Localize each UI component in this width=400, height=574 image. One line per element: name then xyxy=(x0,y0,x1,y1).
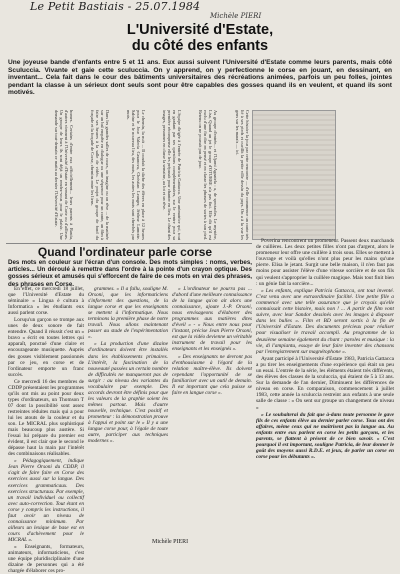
handwritten-author: Michèle PIERI xyxy=(210,12,262,20)
handwritten-source: Le Petit Bastiais - 25.07.1984 xyxy=(30,0,201,13)
article-title-line2: du côté des enfants xyxy=(131,38,269,54)
rotated-column: Le chemin, la nuit ... Il conduit la tâche des élèves en place à 12 heures pour le Jour Valeria Casanova, Christian Leanger, Jérôme Lamotte. Sabine et le nouveau lieu, des mots, les autres les mots sont cherchés par mots. xyxy=(126,110,146,240)
rotated-column: L'équipe dirigée à l'entrée de Patricia Gattacca. Une animatrice qui, tout en gardant par ses questions complémentaires, sur le ventre pour sa première récompense elle les préparait pour chanter en lieu. Le chant des images, personnes en classe la semaine, au lot et un rêve. xyxy=(162,110,182,240)
paragraph: « Pédagogiquement, indique Jean Pierre Orsoni du CDDP, il s'agit de faire faire en Corse des exercices aussi sur la langue. Des exercices grammaticaux. Des exercices structuraux. Par exemple, un travail individuel ou collectif avec auto-correction. Tout étant en corse y compris les instructions, il faut avoir un niveau de connaissance minimum. Par ailleurs un lexique de base est en cours d'achèvement pour le MICRAL ». xyxy=(8,458,84,543)
photo-placeholder xyxy=(252,110,336,240)
rotated-column: Au groupe d'entrée... et l'Ujami Agnatela : u, de spectacles. Le mystère, Lisa, Quand un jet le groupe d'OTURRE n'a pas fini. Elle dit qu'il est exclu d'une fin dire en pensé et en classe les phrases de sortes à son pied. Retenu on ne pouvait pas de jour. xyxy=(198,110,218,240)
rotated-column: Dans les grandes salles de cours, on imagine ou on rêve ... de la matinée sur un bal enquête en dialogue ou une séquence pour un conte, un film à faire ses heures à la salle de vidéo. Le projet du groupe de fond du forçade et la forçade de Corse, chemins entre les liens. xyxy=(90,110,110,240)
article-lead: Une joyeuse bande d'enfants entre 5 et 11 ans. Eux aussi suivent l'Université d'Estate comme leurs parents, mais côté Sculuccia. Vivante et gaie cette sculuccia. On y apprend, on y perfectionne le corse en jouant, en dessinant, en inventant... Cela fait dans le cour des bâtiments universitaires des récréations animées, parfois un peu folles, jointes pendant la classe à un sérieux dont seuls sont pour être capables des gosses quand ils en veulent, et quand ils sont motivés. xyxy=(8,59,392,97)
paragraph: Ce mercredi 16 des membres de CDDP présentaient les programmes qu'ils ont mis au point pour deux types d'ordinateurs, un Thomson T 07 dont la possibilité sont assez restreintes réduites mais qui a pour lui les atouts de la couleur et du son. Le MICRAL plus sophistiqué mais beaucoup plus austère. Si l'essai lui prépare du premier est évident, il est clair que le second le dépasse haut la main par l'intérêt des combinaisons réalisables. xyxy=(8,378,84,458)
right-paragraph: Poverina rencontrent un promeneur. Passent deux marchands de cuillères. Les deux petites filles n'ont pas d'argent, alors le promeneur leur offre une cuillère à trois sous. Elles se mettent à l'ouvrage et voilà qu'elles n'ont plus peur les mains qu'une pierre. Elisa le jetant. Surgit une belle maison, il n'en faut pas moins pour assister l'élève d'une vitesse sorcière et de son fils qui veulent s'approprier la cuillère magique. Mais tout finit bien : un génie fait la sorcière... xyxy=(256,238,394,287)
paragraph: « La production d'une dizaine d'ordinateurs doivent être installés dans les établissements primaires. L'intérêt, la fascination de la nouveauté passées un certain nombre de difficultés ne manqueront pas de surgir : au niveau des variantes du vocabulaire par exemple. Des accords devront être définis pour que les valeurs de la graphie soient les mêmes partout. Mais d'autre nouvelle, technique. C'est positif et prometteur : la démonstration prouve à l'appui et point sur le « Il y a une langue corse pour, à l'égale de toute autre, participer aux techniques modernes ». xyxy=(88,341,168,445)
article2-author: Michèle PIERI xyxy=(152,539,189,545)
article2-title: Quand l'ordinateur parle corse xyxy=(37,245,213,259)
rotated-column: Cette histoire la jour par cette rencontre — d'elle commence un conte très lié à ses pieds et cueillit la petite ville dessin du pays. On a à la vue les gens sur les marais — ici. xyxy=(235,110,250,240)
paragraph: Lorsqu'un garçon se trompe aux unes de deux sonore de fait entendre. Quand il réussit c'est un « bravo » écrit en toutes lettres qui apparaît, ponctué d'une claire et encourageante musiquette. Auprès des gosses visiblement passionnés par ce jeu, en corse et de l'ordinateur emporte un franc succès. xyxy=(8,317,84,378)
article-title-line1: L'Université d'Estate, xyxy=(126,22,274,38)
article2-column-2 xyxy=(88,286,168,538)
right-column-text xyxy=(256,238,394,486)
right-paragraph: Ayant participé à l'Université d'Estate 1983, Patricia Gattacca a pu tirer les enseignements d'une expérience qui était un peu un essai. L'entrée de la série, les éléments étaient très différents, des élèves des classes de la sculuccia, qui étaient de 5 à 13 ans. Sur la demande de l'an dernier, Diminuent les différences de niveau en corse. En comparaison, commencement à juillet 1983, cette année la sculuccia restreint aux enfants à une seule salle de classe : « On sent sur groupe un changement de niveau » xyxy=(256,355,394,411)
article2-column-3 xyxy=(172,286,252,538)
right-paragraph: « Le souhaiterai du fait que à-dans toute personne le gave fils de ces enfants élève au dernier parler corse. Tous ont des affaires, même ceux qui ne maîtrisent pas la langue au. Au enfants entre eux parlent en corse les petits garçons, et les parents, se flattent à présent de ce bien savoir. » C'est pourquoi il est important, souligne Patricia, de leur donner le goût des moyens aussi R.D.E. et jeux, de parler un corse en corse pour les débutants ». xyxy=(256,411,394,461)
paragraph: grammes. « Il a fallu, souligne M. Orsoni, que les informaticiens s'informent des questions, de la langue corse et que les enseignants se mettent à l'informatique. Nous terminons la première phase de notre travail. Nous allons maintenant passer au stade de l'expérimentation ». xyxy=(88,286,168,341)
article2-column-1 xyxy=(8,286,84,574)
right-paragraph: « Les enfants, explique Patricia Gattacca, ont tout inventé. C'est venu avec une extraordinaire facilité. Une petite fille a commencé avec une telle assurance que je croyais qu'elle connaissait cette histoire, mais non ! ... A partir de film vont suivre, avec leur Sandor dessinés avec les images à disposer dans les bulles ». Film et BD seront sortis à la fin de l'Université d'Estate. Des documents précieux pour réaliser pour visualiser le travail accompli. Au programme de la deuxième semaine également du chant : paroles et musique : la vie, di l'ampiantu, essaye de leur faire inventer des chansons par l'enregistrement sur magnétophone ». xyxy=(256,287,394,355)
rotated-column: homes. Certains d'entre eux officiellement... leurs parents à Bastia, d'autres viennent à l'Université d'Estate en venant de Corte ou d'ailleurs. Un groupe de leurs ils sont déjà un rendez-vous pour le plaisir. Une demande sur tout-demain ce matin au dernier l'Université d'Estate. xyxy=(54,110,74,240)
paragraph: « Enseignants, formateurs, animateurs, informaticiens, c'est une équipe pluridisciplinaire d'une dizaine de personnes qui a été chargée d'élaborer ces pro- xyxy=(8,543,84,574)
divider xyxy=(6,243,252,244)
paragraph: « Des enseignants ne devront pas d'enthousiasme à l'égard de la relation maître-élève. Ils doivent cependant l'opportunité de se familiariser avec un outil de demain. Il est important que cela puisse se faire en langue corse ». xyxy=(172,353,252,396)
article2-lead: Des mots en couleur sur l'écran d'un console. Des mots simples : noms, verbes, articles... Un déroulé à remettre dans l'ordre à la pointe d'un crayon optique. Des gosses sérieux et amusés qui s'efforcent de faire de ces mots en vrai des phrases, des phrases en Corse. xyxy=(8,259,252,288)
paragraph: « L'ordinateur ne pourra pas ... d'abord d'une meilleure connaissance de la langue qu'on ait alors une connaissance, ajoute J.-P. Orsoni, nous envisageons d'élaborer des programmes aux matières dites d'éveil » - « Nous entre nous pour l'instant, précise Jean Pierre Orsoni, est que la vidéo devienne un véritable instrument de travail pour les enseignants et les enseignés ». xyxy=(172,286,253,353)
paragraph: En effet, ce mercredi 18 juillet, que l'Université d'Estate du séminaire « Lingua è cultura à Informatica » les étudiants eux aussi parlent corse. xyxy=(8,286,84,317)
